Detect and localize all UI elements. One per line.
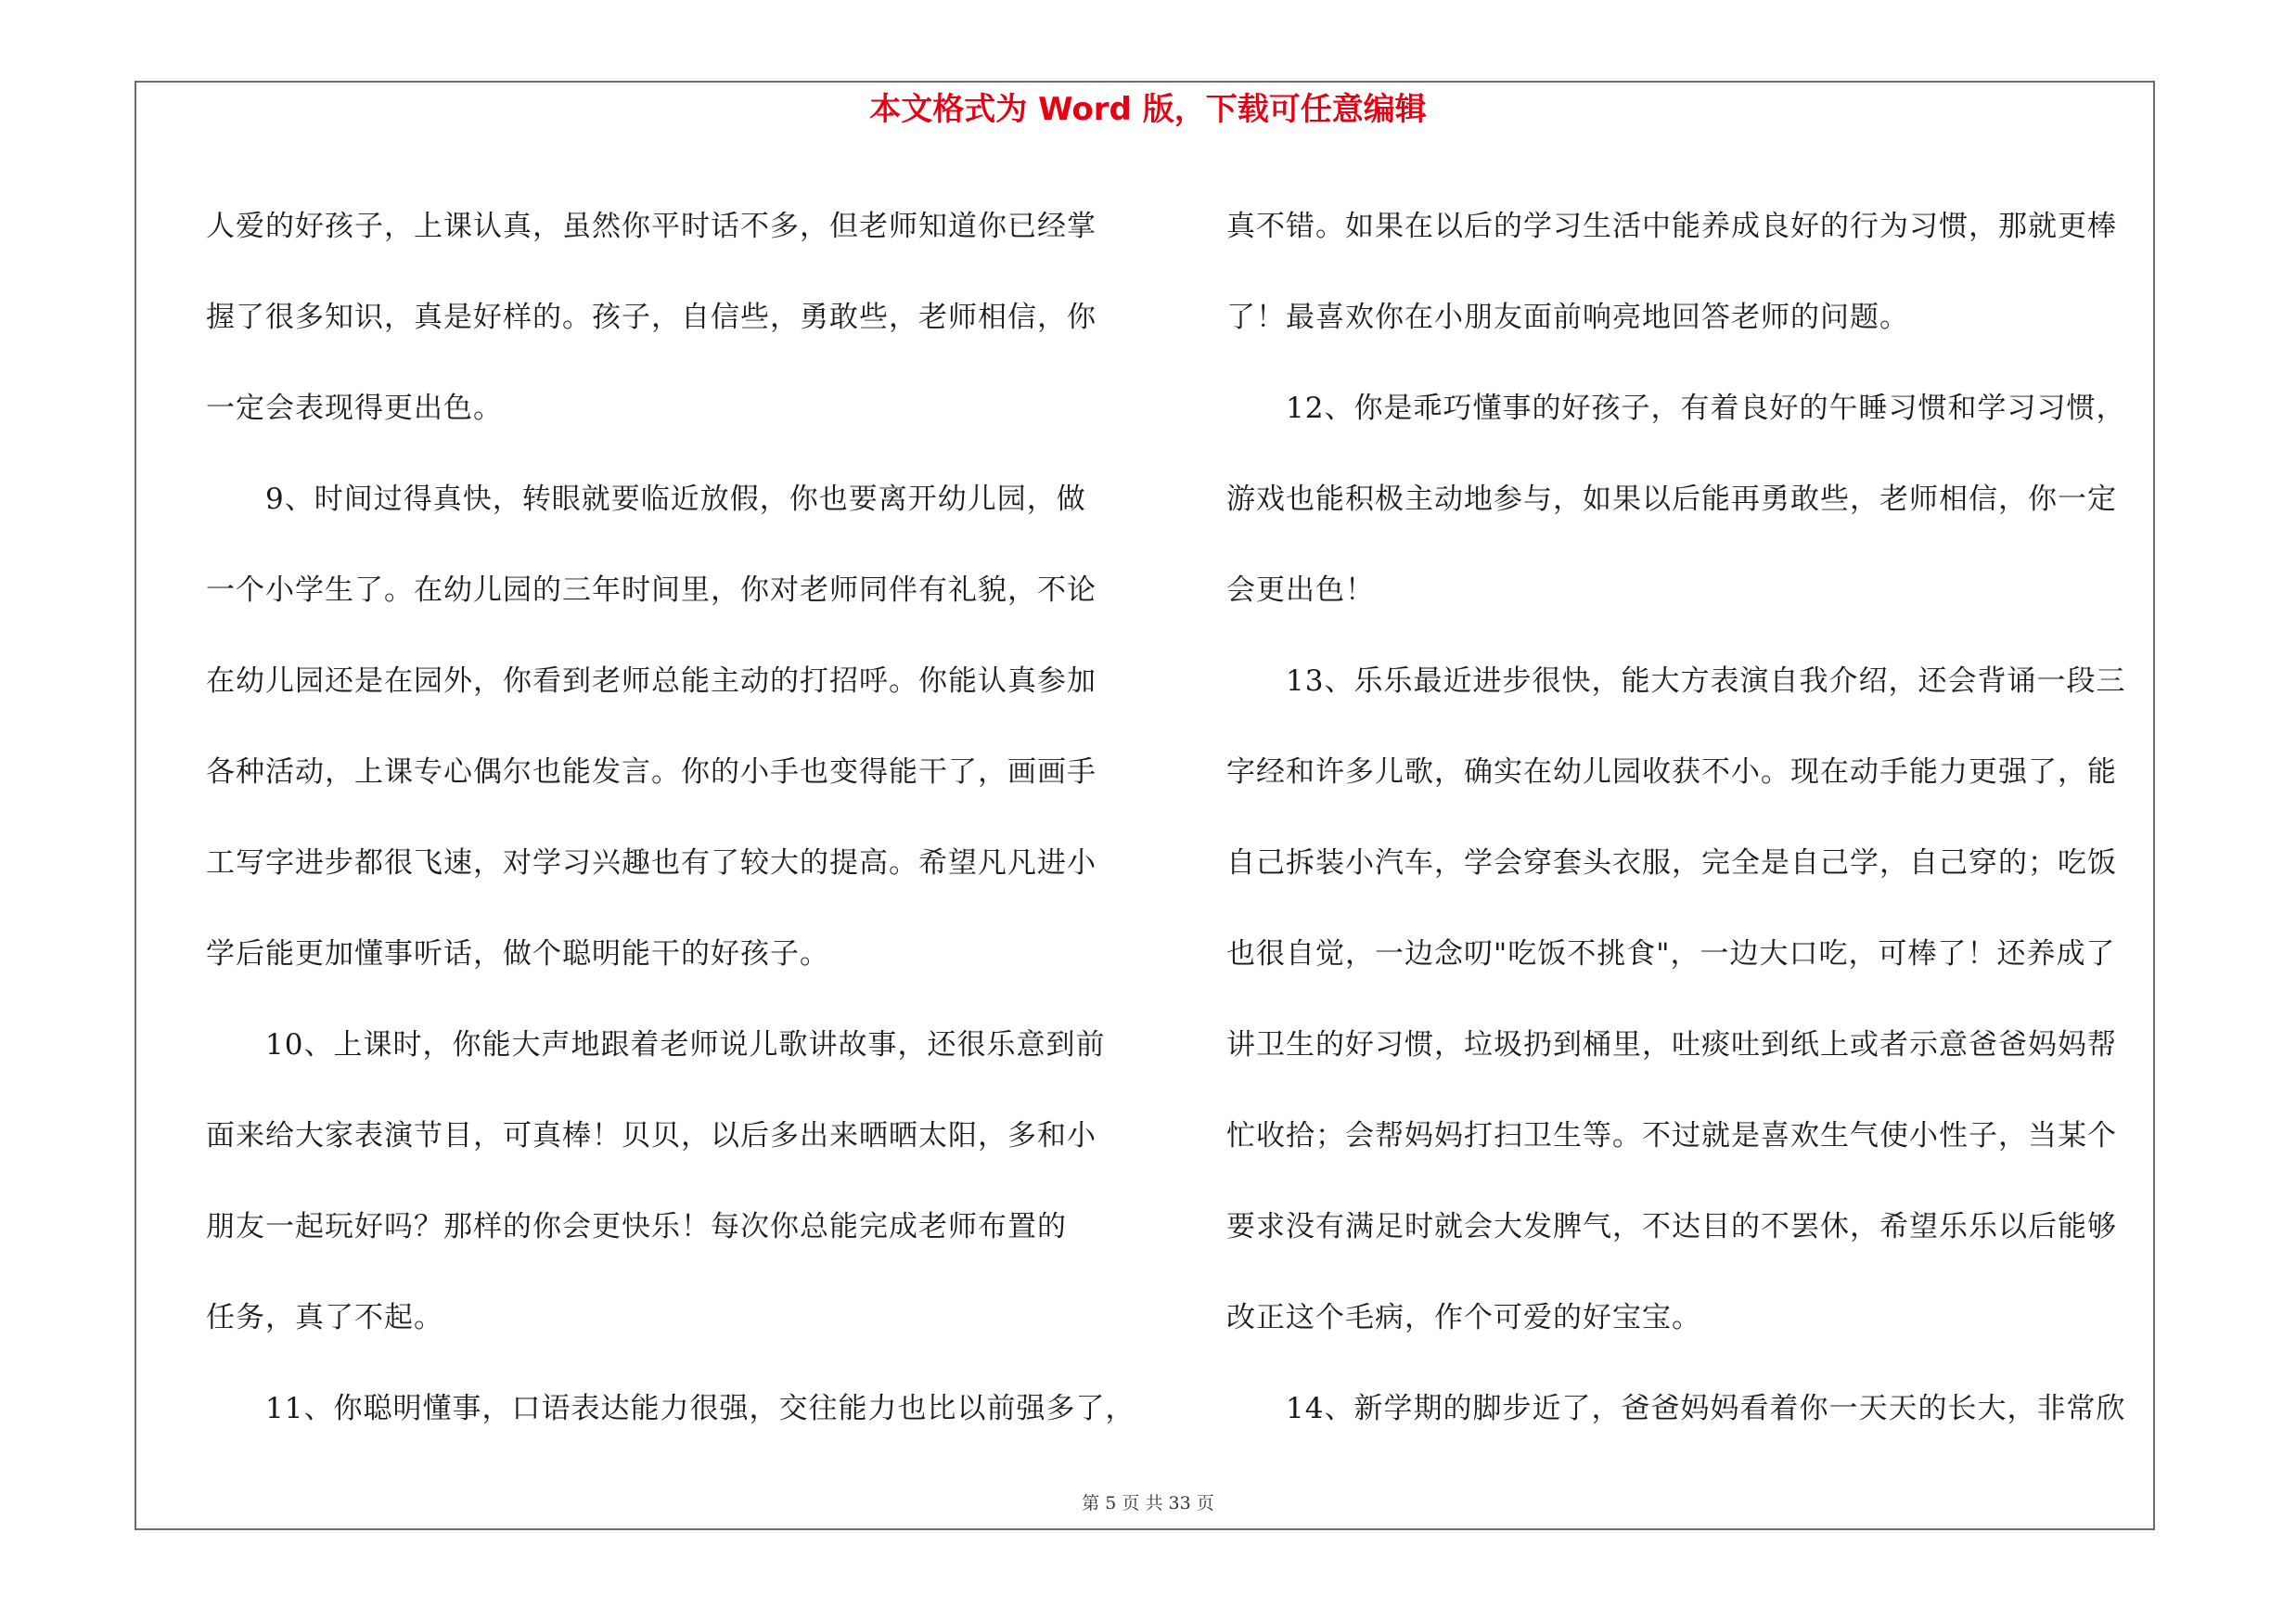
text-line: 各种活动，上课专心偶尔也能发言。你的小手也变得能干了，画画手 [206,755,1097,789]
header-banner: 本文格式为 Word 版，下载可任意编辑 [869,91,1427,128]
text-line: 一个小学生了。在幼儿园的三年时间里，你对老师同伴有礼貌，不论 [206,573,1097,607]
text-line: 忙收拾；会帮妈妈打扫卫生等。不过就是喜欢生气使小性子，当某个 [1226,1119,2117,1153]
text-line: 学后能更加懂事听话，做个聪明能干的好孩子。 [206,937,829,971]
text-line: 自己拆装小汽车，学会穿套头衣服，完全是自己学，自己穿的；吃饭 [1226,846,2117,880]
text-line: 改正这个毛病，作个可爱的好宝宝。 [1226,1301,1701,1334]
text-line: 面来给大家表演节目，可真棒！贝贝，以后多出来晒晒太阳，多和小 [206,1119,1097,1153]
text-line: 游戏也能积极主动地参与，如果以后能再勇敢些，老师相信，你一定 [1226,483,2117,516]
text-line: 了！最喜欢你在小朋友面前响亮地回答老师的问题。 [1226,301,1909,334]
text-line: 任务，真了不起。 [206,1301,443,1334]
text-line: 人爱的好孩子，上课认真，虽然你平时话不多，但老师知道你已经掌 [206,210,1097,243]
text-line: 12、你是乖巧懂事的好孩子，有着良好的午睡习惯和学习习惯， [1286,392,2126,425]
text-line: 在幼儿园还是在园外，你看到老师总能主动的打招呼。你能认真参加 [206,664,1097,698]
text-line: 讲卫生的好习惯，垃圾扔到桶里，吐痰吐到纸上或者示意爸爸妈妈帮 [1226,1028,2117,1062]
text-line: 字经和许多儿歌，确实在幼儿园收获不小。现在动手能力更强了，能 [1226,755,2117,789]
text-line: 朋友一起玩好吗？那样的你会更快乐！每次你总能完成老师布置的 [206,1210,1067,1243]
text-line: 也很自觉，一边念叨"吃饭不挑食"，一边大口吃，可棒了！还养成了 [1226,937,2116,971]
text-line: 要求没有满足时就会大发脾气，不达目的不罢休，希望乐乐以后能够 [1226,1210,2117,1243]
text-line: 会更出色！ [1226,573,1375,607]
text-line: 真不错。如果在以后的学习生活中能养成良好的行为习惯，那就更棒 [1226,210,2117,243]
text-line: 10、上课时，你能大声地跟着老师说儿歌讲故事，还很乐意到前 [265,1028,1106,1062]
text-line: 9、时间过得真快，转眼就要临近放假，你也要离开幼儿园，做 [265,483,1086,516]
text-line: 一定会表现得更出色。 [206,392,503,425]
text-line: 工写字进步都很飞速，对学习兴趣也有了较大的提高。希望凡凡进小 [206,846,1097,880]
right-text-column [1226,181,2145,1454]
page-number-footer: 第 5 页 共 33 页 [1082,1493,1214,1514]
text-line: 11、你聪明懂事，口语表达能力很强，交往能力也比以前强多了， [265,1392,1135,1425]
text-line: 14、新学期的脚步近了，爸爸妈妈看着你一天天的长大，非常欣 [1286,1392,2126,1425]
left-text-column [206,181,1135,1454]
text-line: 握了很多知识，真是好样的。孩子，自信些，勇敢些，老师相信，你 [206,301,1097,334]
text-line: 13、乐乐最近进步很快，能大方表演自我介绍，还会背诵一段三 [1286,664,2126,698]
